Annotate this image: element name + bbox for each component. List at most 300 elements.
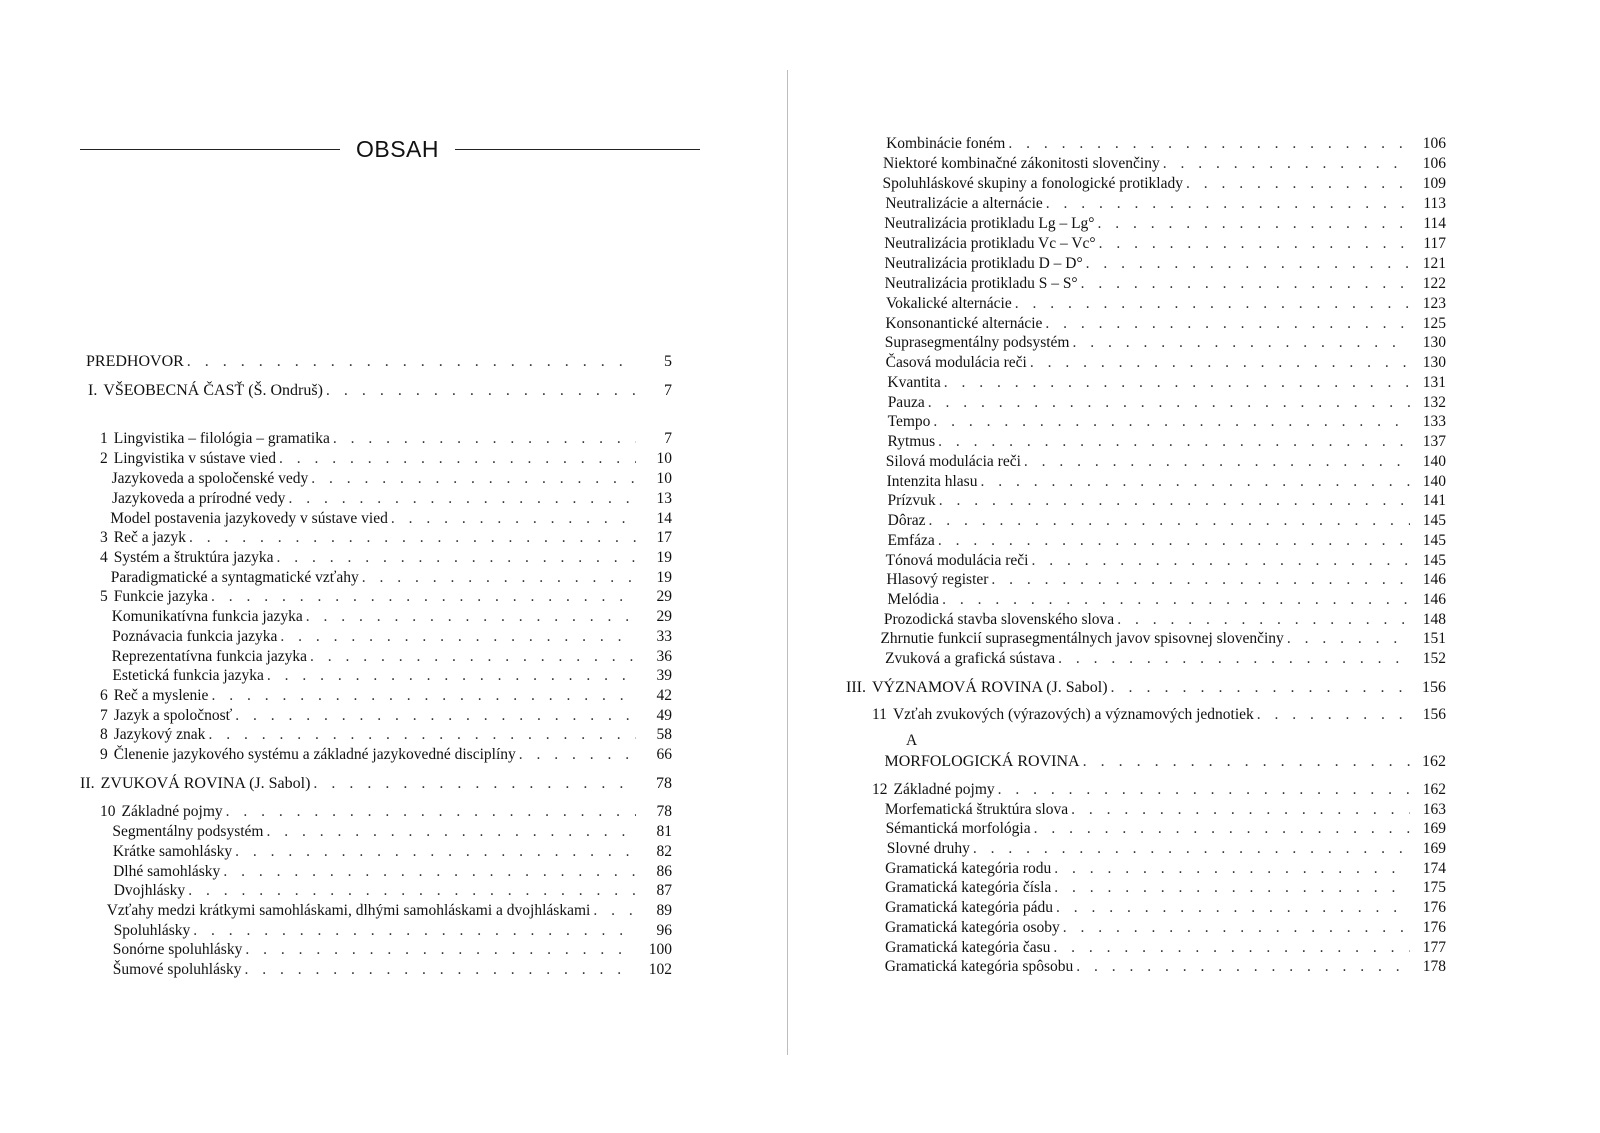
page-number: 162 — [1422, 781, 1446, 798]
toc-entry — [872, 294, 1446, 314]
toc-entry — [872, 234, 1446, 254]
dot-leader — [220, 862, 636, 882]
entry-label: Suprasegmentálny podsystém — [884, 334, 1070, 351]
entry-label: VŠEOBECNÁ ČASŤ (Š. Ondruš) — [103, 382, 323, 399]
entry-label: Časová modulácia reči — [885, 354, 1027, 371]
page-number: 33 — [656, 628, 672, 645]
toc-entry — [872, 570, 1446, 590]
page-number: 17 — [656, 529, 672, 546]
entry-label: Model postavenia jazykovedy v sústave vied — [110, 510, 388, 527]
entry-label: Komunikatívna funkcia jazyka — [111, 608, 303, 625]
entry-label: Prozodická stavba slovenského slova — [883, 611, 1115, 628]
entry-label: A — [906, 732, 918, 749]
page-number: 137 — [1422, 433, 1446, 450]
page-number: 178 — [1422, 958, 1446, 975]
toc-entry — [100, 429, 672, 449]
page-number: 89 — [656, 902, 672, 919]
toc-entry — [872, 452, 1446, 472]
page-number: 152 — [1422, 650, 1446, 667]
entry-label: Niektoré kombinačné zákonitosti slovenčiny — [882, 155, 1160, 172]
page-number: 19 — [656, 569, 672, 586]
dot-leader — [208, 587, 636, 607]
page-number: 5 — [664, 353, 672, 370]
entry-label: Lingvistika – filológia – gramatika — [113, 430, 330, 447]
dot-leader — [930, 412, 1410, 432]
dot-leader — [186, 528, 636, 548]
toc-entry — [100, 666, 672, 686]
page-number: 39 — [656, 667, 672, 684]
entry-label: Neutralizácia protikladu Vc – Vc° — [884, 235, 1096, 252]
page-number: 140 — [1422, 473, 1446, 490]
page-number: 163 — [1422, 801, 1446, 818]
entry-label: Šumové spoluhlásky — [112, 961, 242, 978]
entry-label: VÝZNAMOVÁ ROVINA (J. Sabol) — [871, 679, 1108, 696]
dot-leader — [1095, 214, 1411, 234]
toc-entry — [872, 629, 1446, 649]
entry-label: Reč a myslenie — [113, 687, 209, 704]
entry-label: Hlasový register — [886, 571, 989, 588]
page-number: 10 — [656, 450, 672, 467]
toc-entry — [872, 511, 1446, 531]
entry-label: Emfáza — [887, 532, 935, 549]
dot-leader — [1051, 859, 1410, 879]
entry-number: 10 — [100, 803, 116, 820]
toc-entry — [872, 957, 1446, 977]
page-number: 14 — [656, 510, 672, 527]
dot-leader — [1051, 878, 1410, 898]
entry-label: Dôraz — [887, 512, 926, 529]
toc-entry — [872, 938, 1446, 958]
entry-label: Základné pojmy — [893, 781, 995, 798]
page-number: 7 — [664, 382, 672, 399]
toc-entry — [872, 649, 1446, 669]
dot-leader — [1114, 610, 1410, 630]
dot-leader — [1031, 819, 1410, 839]
entry-label: Vokalické alternácie — [885, 295, 1012, 312]
page-number: 130 — [1422, 334, 1446, 351]
entry-number: 12 — [872, 781, 888, 798]
toc-entry — [872, 333, 1446, 353]
page-number: 36 — [656, 648, 672, 665]
page-number: 42 — [656, 687, 672, 704]
entry-label: Reč a jazyk — [113, 529, 187, 546]
entry-number: 11 — [872, 706, 887, 723]
toc-entry — [872, 134, 1446, 154]
dot-leader — [264, 666, 636, 686]
dot-leader — [1073, 957, 1410, 977]
entry-label: MORFOLOGICKÁ ROVINA — [884, 753, 1080, 770]
page-number: 145 — [1422, 532, 1446, 549]
entry-number: 1 — [100, 430, 108, 447]
toc-entry — [872, 800, 1446, 820]
entry-label: Členenie jazykového systému a základné jazykovedné disciplíny — [113, 746, 516, 763]
page-number: 29 — [656, 608, 672, 625]
entry-label: Pauza — [887, 394, 925, 411]
toc-entry — [100, 842, 672, 862]
entry-label: Morfematická štruktúra slova — [884, 801, 1069, 818]
toc-entry — [872, 154, 1446, 174]
dot-leader — [516, 745, 636, 765]
page-number: 58 — [656, 726, 672, 743]
page-number: 81 — [656, 823, 672, 840]
toc-entry — [872, 531, 1446, 551]
entry-label: Dvojhlásky — [113, 882, 186, 899]
dot-leader — [1078, 274, 1410, 294]
toc-entry — [100, 568, 672, 588]
toc-entry — [872, 752, 1446, 772]
dot-leader — [232, 706, 636, 726]
dot-leader — [285, 489, 636, 509]
toc-entry — [872, 590, 1446, 610]
title-block — [80, 136, 700, 166]
entry-label: Reprezentatívna funkcia jazyka — [111, 648, 307, 665]
dot-leader — [232, 842, 636, 862]
toc-entry — [872, 194, 1446, 214]
page-number: 146 — [1422, 571, 1446, 588]
entry-label: Gramatická kategória osoby — [884, 919, 1060, 936]
dot-leader — [970, 839, 1410, 859]
toc-entry — [100, 607, 672, 627]
entry-label: Neutralizácia protikladu D – D° — [884, 255, 1083, 272]
page-number: 145 — [1422, 552, 1446, 569]
page-number: 100 — [648, 941, 672, 958]
title-rule-left — [80, 149, 340, 150]
toc-entry — [872, 878, 1446, 898]
page-number: 86 — [656, 863, 672, 880]
dot-leader — [1005, 134, 1410, 154]
toc-entry — [872, 819, 1446, 839]
entry-label: Neutralizácia protikladu S – S° — [884, 275, 1078, 292]
dot-leader — [277, 627, 636, 647]
entry-label: Prízvuk — [887, 492, 936, 509]
page-number: 78 — [656, 775, 672, 792]
page-number: 133 — [1422, 413, 1446, 430]
page-number: 114 — [1423, 215, 1446, 232]
dot-leader — [939, 590, 1410, 610]
dot-leader — [935, 531, 1410, 551]
entry-label: Gramatická kategória rodu — [885, 860, 1052, 877]
entry-label: Spoluhláskové skupiny a fonologické protiklady — [882, 175, 1183, 192]
page-number: 19 — [656, 549, 672, 566]
page-number: 10 — [656, 470, 672, 487]
page-title: OBSAH — [355, 136, 440, 162]
toc-entry — [872, 610, 1446, 630]
page-number: 113 — [1423, 195, 1446, 212]
toc-entry — [100, 548, 672, 568]
dot-leader — [1043, 194, 1410, 214]
dot-leader — [926, 511, 1410, 531]
dot-leader — [308, 469, 636, 489]
toc-entry — [846, 678, 1446, 698]
dot-leader — [263, 822, 636, 842]
toc-entry — [872, 491, 1446, 511]
entry-label: Kvantita — [887, 374, 941, 391]
page-number: 156 — [1422, 679, 1446, 696]
dot-leader — [935, 432, 1410, 452]
entry-label: Gramatická kategória čísla — [885, 879, 1052, 896]
entry-label: Jazykoveda a spoločenské vedy — [111, 470, 309, 487]
entry-label: Základné pojmy — [121, 803, 223, 820]
dot-leader — [323, 381, 636, 401]
toc-entry — [872, 472, 1446, 492]
entry-number: 6 — [100, 687, 108, 704]
toc-entry — [872, 174, 1446, 194]
dot-leader — [276, 449, 636, 469]
entry-number: I. — [88, 382, 98, 399]
toc-entry — [100, 647, 672, 667]
entry-label: Jazykoveda a prírodné vedy — [111, 490, 286, 507]
page-number: 174 — [1422, 860, 1446, 877]
toc-entry — [872, 898, 1446, 918]
entry-label: Spoluhlásky — [113, 922, 191, 939]
page-number: 176 — [1422, 899, 1446, 916]
entry-number: 7 — [100, 707, 108, 724]
page-number: 146 — [1422, 591, 1446, 608]
entry-label: Tónová modulácia reči — [885, 552, 1029, 569]
page-number: 125 — [1422, 315, 1446, 332]
dot-leader — [1060, 918, 1410, 938]
page-number: 102 — [648, 961, 672, 978]
dot-leader — [184, 352, 636, 372]
toc-entry — [100, 706, 672, 726]
page-number: 141 — [1422, 492, 1446, 509]
toc-entry — [100, 901, 672, 921]
entry-label: Melódia — [887, 591, 940, 608]
entry-label: Kombinácie foném — [886, 135, 1006, 152]
toc-entry — [872, 254, 1446, 274]
toc-entry — [872, 373, 1446, 393]
page-number: 123 — [1422, 295, 1446, 312]
toc-entry — [872, 705, 1446, 725]
toc-entry — [100, 449, 672, 469]
entry-label: PREDHOVOR — [86, 353, 184, 370]
page-number: 82 — [656, 843, 672, 860]
entry-number: 4 — [100, 549, 108, 566]
toc-entry — [100, 469, 672, 489]
page-number: 13 — [656, 490, 672, 507]
page-number: 66 — [656, 746, 672, 763]
entry-label: Konsonantické alternácie — [885, 315, 1043, 332]
toc-entry — [872, 412, 1446, 432]
page-number: 7 — [664, 430, 672, 447]
dot-leader — [242, 960, 637, 980]
toc-entry — [872, 393, 1446, 413]
entry-label: Zhrnutie funkcií suprasegmentálnych javov spisovnej slovenčiny — [880, 630, 1284, 647]
toc-entry — [872, 353, 1446, 373]
page-number: 132 — [1422, 394, 1446, 411]
entry-number: II. — [80, 775, 95, 792]
dot-leader — [185, 881, 636, 901]
page-number: 106 — [1422, 135, 1446, 152]
toc-entry — [100, 745, 672, 765]
dot-leader — [977, 472, 1410, 492]
entry-label: Sémantická morfológia — [885, 820, 1031, 837]
dot-leader — [303, 607, 636, 627]
toc-entry — [80, 352, 672, 372]
toc-entry — [100, 802, 672, 822]
toc-entry — [88, 381, 672, 401]
page-number: 169 — [1422, 840, 1446, 857]
page-number: 169 — [1422, 820, 1446, 837]
dot-leader — [242, 940, 636, 960]
page-number: 109 — [1422, 175, 1446, 192]
page-number: 117 — [1423, 235, 1446, 252]
dot-leader — [310, 774, 636, 794]
page-number: 121 — [1422, 255, 1446, 272]
toc-entry — [100, 509, 672, 529]
dot-leader — [590, 901, 636, 921]
dot-leader — [1012, 294, 1410, 314]
entry-label: Estetická funkcia jazyka — [112, 667, 264, 684]
dot-leader — [208, 686, 636, 706]
toc-entry — [100, 940, 672, 960]
dot-leader — [1055, 649, 1410, 669]
dot-leader — [359, 568, 636, 588]
dot-leader — [1069, 333, 1410, 353]
dot-leader — [330, 429, 636, 449]
entry-label: Jazykový znak — [113, 726, 206, 743]
dot-leader — [1083, 254, 1410, 274]
dot-leader — [307, 647, 636, 667]
entry-label: Funkcie jazyka — [113, 588, 209, 605]
page-number: 29 — [656, 588, 672, 605]
page-number: 148 — [1422, 611, 1446, 628]
page-number: 175 — [1422, 879, 1446, 896]
page-number: 131 — [1422, 374, 1446, 391]
dot-leader — [1042, 314, 1410, 334]
dot-leader — [273, 548, 636, 568]
toc-entry — [100, 822, 672, 842]
dot-leader — [995, 780, 1410, 800]
entry-label: Neutralizácia protikladu Lg – Lg° — [884, 215, 1095, 232]
toc-entry — [872, 314, 1446, 334]
toc-entry — [100, 862, 672, 882]
entry-label: Sonórne spoluhlásky — [112, 941, 243, 958]
toc-entry — [100, 725, 672, 745]
dot-leader — [223, 802, 636, 822]
dot-leader — [1284, 629, 1410, 649]
page-number: 49 — [656, 707, 672, 724]
dot-leader — [1068, 800, 1410, 820]
dot-leader — [1183, 174, 1410, 194]
toc-entry — [872, 731, 1446, 751]
toc-entry — [872, 780, 1446, 800]
entry-label: Gramatická kategória času — [885, 939, 1051, 956]
left-page — [0, 0, 790, 1133]
entry-number: III. — [846, 679, 866, 696]
entry-label: Dlhé samohlásky — [113, 863, 221, 880]
page-number: 176 — [1422, 919, 1446, 936]
entry-number: 2 — [100, 450, 108, 467]
entry-label: Jazyk a spoločnosť — [113, 707, 233, 724]
entry-label: Tempo — [887, 413, 931, 430]
dot-leader — [1108, 678, 1410, 698]
toc-entry — [872, 214, 1446, 234]
dot-leader — [1029, 551, 1411, 571]
toc-entry — [80, 774, 672, 794]
entry-label: Intenzita hlasu — [886, 473, 978, 490]
right-page — [790, 0, 1600, 1133]
dot-leader — [1053, 898, 1410, 918]
toc-entry — [100, 881, 672, 901]
page-number: 87 — [656, 882, 672, 899]
page-number: 96 — [656, 922, 672, 939]
entry-number: 9 — [100, 746, 108, 763]
entry-number: 3 — [100, 529, 108, 546]
page-number: 177 — [1422, 939, 1446, 956]
entry-label: Krátke samohlásky — [112, 843, 233, 860]
dot-leader — [1254, 705, 1410, 725]
entry-label: Neutralizácie a alternácie — [885, 195, 1043, 212]
entry-label: Vzťah zvukových (výrazových) a významových jednotiek — [892, 706, 1254, 723]
book-gutter — [787, 70, 788, 1055]
entry-label: Gramatická kategória spôsobu — [884, 958, 1074, 975]
dot-leader — [205, 725, 636, 745]
dot-leader — [936, 491, 1410, 511]
page-number: 106 — [1422, 155, 1446, 172]
page-number: 162 — [1422, 753, 1446, 770]
dot-leader — [1021, 452, 1410, 472]
entry-label: Segmentálny podsystém — [112, 823, 264, 840]
page-number: 130 — [1422, 354, 1446, 371]
dot-leader — [1050, 938, 1410, 958]
dot-leader — [1080, 752, 1410, 772]
dot-leader — [388, 509, 636, 529]
dot-leader — [190, 921, 636, 941]
toc-entry — [100, 587, 672, 607]
entry-label: Lingvistika v sústave vied — [113, 450, 277, 467]
dot-leader — [1096, 234, 1410, 254]
entry-label: Paradigmatické a syntagmatické vzťahy — [110, 569, 359, 586]
entry-label: ZVUKOVÁ ROVINA (J. Sabol) — [100, 775, 311, 792]
title-rule-right — [455, 149, 700, 150]
toc-entry — [872, 839, 1446, 859]
dot-leader — [1027, 353, 1410, 373]
entry-label: Rytmus — [887, 433, 936, 450]
toc-entry — [100, 627, 672, 647]
page-number: 78 — [656, 803, 672, 820]
page-number: 122 — [1422, 275, 1446, 292]
dot-leader — [941, 373, 1410, 393]
entry-label: Systém a štruktúra jazyka — [113, 549, 274, 566]
entry-label: Silová modulácia reči — [885, 453, 1021, 470]
entry-label: Zvuková a grafická sústava — [885, 650, 1056, 667]
page-number: 151 — [1422, 630, 1446, 647]
toc-entry — [100, 528, 672, 548]
toc-entry — [872, 551, 1446, 571]
entry-number: 8 — [100, 726, 108, 743]
toc-entry — [100, 960, 672, 980]
entry-number: 5 — [100, 588, 108, 605]
dot-leader — [1160, 154, 1410, 174]
toc-entry — [100, 489, 672, 509]
toc-entry — [872, 859, 1446, 879]
page-number: 156 — [1422, 706, 1446, 723]
page-number: 145 — [1422, 512, 1446, 529]
dot-leader — [925, 393, 1410, 413]
page-number: 140 — [1422, 453, 1446, 470]
toc-entry — [872, 918, 1446, 938]
toc-entry — [872, 432, 1446, 452]
toc-entry — [872, 274, 1446, 294]
toc-entry — [100, 686, 672, 706]
entry-label: Poznávacia funkcia jazyka — [112, 628, 278, 645]
dot-leader — [988, 570, 1410, 590]
entry-label: Vzťahy medzi krátkymi samohláskami, dlhými samohláskami a dvojhláskami — [106, 902, 591, 919]
toc-entry — [100, 921, 672, 941]
entry-label: Gramatická kategória pádu — [885, 899, 1053, 916]
entry-label: Slovné druhy — [886, 840, 970, 857]
